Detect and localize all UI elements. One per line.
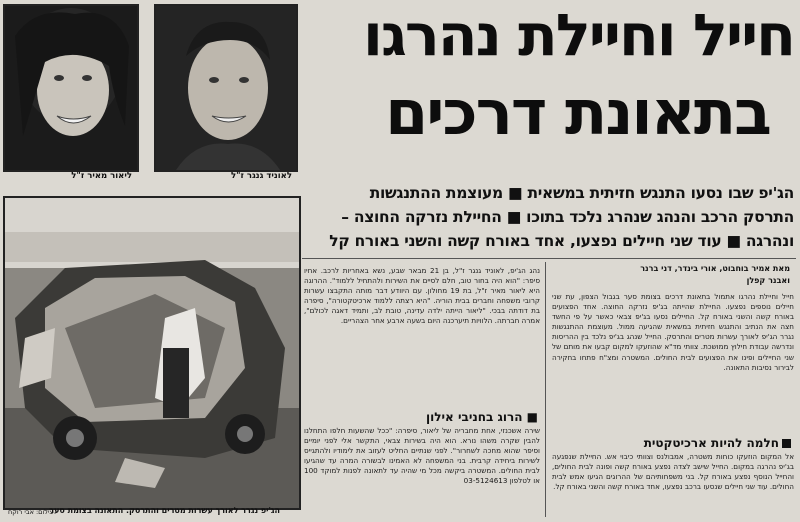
section-head-right-text: חלמה להיות ארכיטקטית [643, 436, 779, 450]
subheadline-line-2: התרסק הרכב והנהג שנהרג נלכד בתוכו ■ החיילת נזרקה החוצה – [341, 208, 794, 226]
byline-line-2: ואבנר קפלן [746, 276, 790, 285]
portrait-male-caption: לאוניד גנגר ז"ל [230, 171, 292, 181]
portrait-female-image [5, 6, 137, 170]
portrait-female-caption: ליאור מאיר ז"ל [71, 171, 132, 181]
byline-line-1: מאת אמיר בוחבוט, אורי בינדר, דני ברנר [640, 264, 790, 273]
article-body-left-2: שירה אשכנזי, אחת מחבריה של ליאור, סיפרה: "ככל שהשעות חלפו התחלנו להבין שקרה משהו נורא. הוא היה בשירות צבאי, התקשר אלי לפני יומיים וסיפר שהוא מחכה לשחרור". לפני שנתיים החליט לעזוב את לימודיו ולהתגייס לשירות ביחידה קרבית. בני המשפחה לא האמינו לבשורה המרה עד שהגיעו לבית החולים. המשטרה ביקשה מכל מי שהיה עד לתאונה לפנות למוקד 100 או לטלפון 03-5124613 [304, 426, 540, 486]
subheadline-line-3: ונהרגה ■ עוד שני חיילים נפצעו, אחד באורח קשה והשני באורח קל [329, 232, 794, 250]
bullet-square-icon [782, 439, 791, 448]
header-rule [302, 258, 796, 259]
article-body-right-2: אל המקום הוזעקו כוחות משטרה, אמבולנס וצוותי כיבוי אש. החיילת שנפגעה בג'יפ נהרגה במקום. החייל שישב לצדה נפצע באורח קשה ופונה לבית החולים, והחייל הנוסף נפצע באורח קל. בני משפחותיהם של ההרוגים הגיעו אמש לבית החולים. עוד שני חיילים שנסעו ברכב נפצעו, אחד באורח קשה והשני באורח קל. [552, 452, 794, 492]
article-body-right: חייל וחיילת נהרגו אתמול בתאונת דרכים בצומת סער בגבול הצפון, עת שני חיילים נוספים נפצעו. החיילת שהייתה בג'יפ נזרקה החוצה. אחד הפצועים באורח קשה והשני באורח קל. החיילים נסעו בג'יפ צבאי כאשר על פי החשד חצה את הנתיב והתנגש חזיתית במשאית שהגיעה ממול. מעוצמת ההתנגשות נגרר הג'יפ לאורך עשרות מטרים והתרסק. החייל שנהג בג'יפ נלכד בין ההריסות ונדרשה עבודת חילוץ ממושכת. צוותי מד"א שהוזעקו למקום קבעו את מותם של שני החיילים ופינו את הפצועים לבית החולים. המשטרה ומצ"ח פתחו בחקירה לבירור נסיבות התאונה. [552, 292, 794, 372]
section-head-right [644, 436, 794, 450]
crash-photo [3, 196, 301, 510]
headline-line-2: בתאונת דרכים [385, 76, 770, 149]
crash-photo-caption: הג'יפ נגרר לאורך עשרות מטרים והתרסק. התאונה בצומת סער [49, 506, 280, 515]
portrait-photo-female [3, 4, 139, 172]
section-head-left: ■ הרוג בחניבי אילון [426, 410, 538, 424]
column-divider [545, 262, 546, 517]
portrait-male-image [156, 6, 296, 170]
photo-credit: צילום: אבי רוקח [8, 508, 54, 516]
article-body-left: נהג הג'יפ, לאוניד גנגר ז"ל, בן 21 מבאר שבע, נשא באחריות לרכב. אחיו סיפר: "הוא היה בחור טוב, חלם לסיים את השירות ולהתחיל ללמוד". ההרוגה היא ליאור מאיר ז"ל, בת 19 מחולון. עם היוודע דבר מותה התקבצו עשרות קרובי משפחה וחברים בבית הוריה. "היא רצתה ללמוד ארכיטקטורה", סיפרה בת דודתה בבכי. "ליאור הייתה ילדה עדינה, טובת לב, ותמיד דאגה לכולם", אמרה חברתה. הלוויות תיערכנה היום בשעה ארבע אחר הצהריים. [304, 266, 540, 326]
headline-line-1: חייל וחיילת נהרגו [363, 1, 794, 69]
subheadline-line-1: הג'יפ שבו נסעו התנגש חזיתית במשאית ■ מעוצמת ההתנגשות [369, 184, 794, 202]
portrait-photo-male [154, 4, 298, 172]
crash-scene-image [5, 198, 299, 508]
